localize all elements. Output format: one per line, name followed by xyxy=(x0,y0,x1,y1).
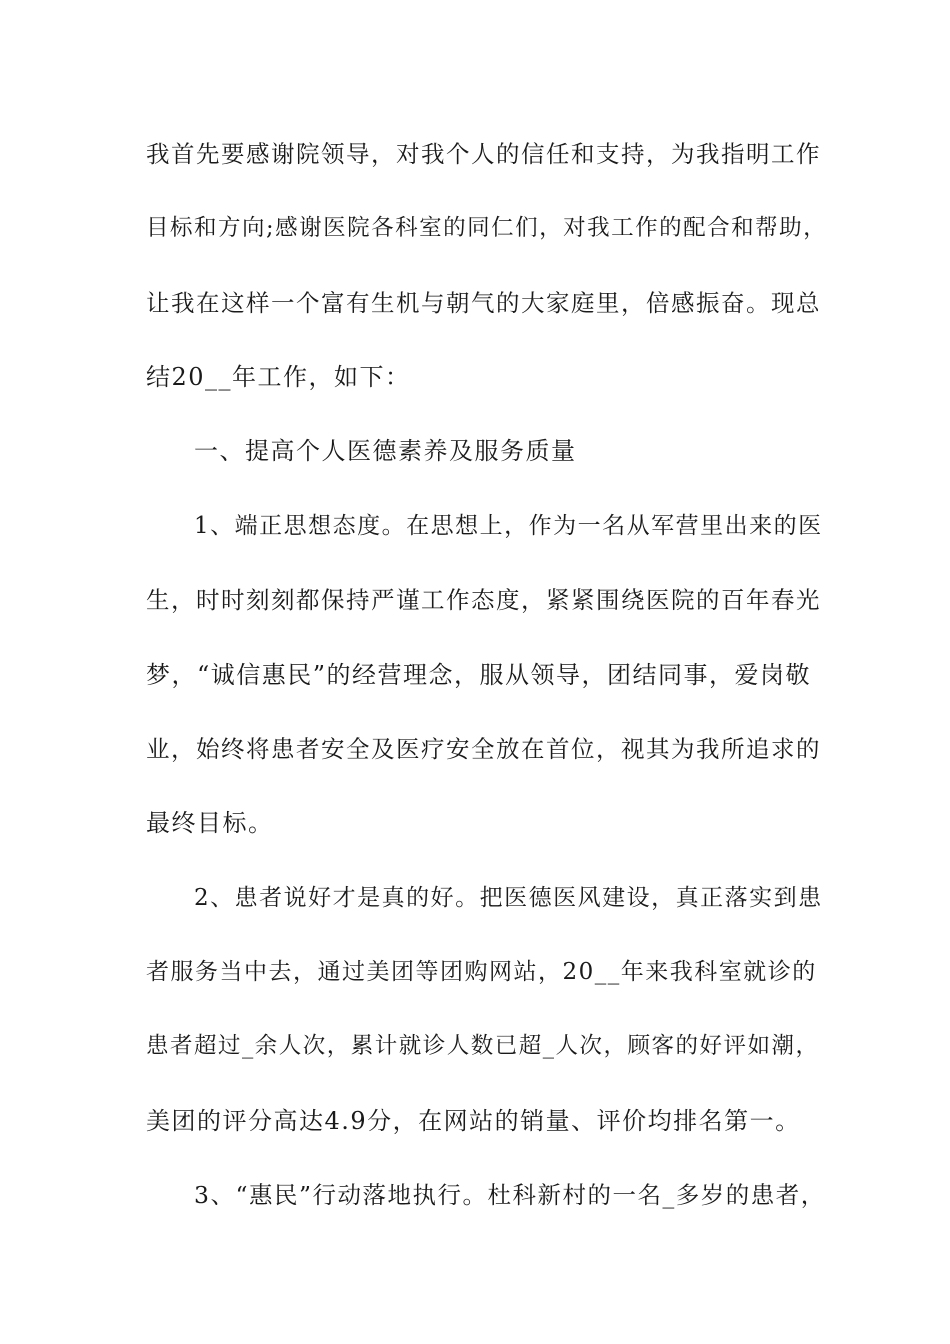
paragraph-line: 我首先要感谢院领导，对我个人的信任和支持，为我指明工作 xyxy=(146,140,821,168)
paragraph-line: 业，始终将患者安全及医疗安全放在首位，视其为我所追求的 xyxy=(146,735,821,763)
paragraph-line: 2、患者说好才是真的好。把医德医风建设，真正落实到患 xyxy=(194,885,823,911)
paragraph-line: 让我在这样一个富有生机与朝气的大家庭里，倍感振奋。现总 xyxy=(146,289,821,317)
paragraph-line: 者服务当中去，通过美团等团购网站，20__年来我科室就诊的 xyxy=(146,959,817,985)
paragraph-line: 结20__年工作，如下： xyxy=(146,363,411,391)
paragraph-line: 美团的评分高达4.9分，在网站的销量、评价均排名第一。 xyxy=(146,1107,801,1135)
section-heading: 一、提高个人医德素养及服务质量 xyxy=(194,437,577,465)
paragraph-line: 患者超过_余人次，累计就诊人数已超_人次，顾客的好评如潮， xyxy=(146,1033,820,1059)
paragraph-line: 梦，“诚信惠民”的经营理念，服从领导，团结同事，爱岗敬 xyxy=(146,661,812,689)
paragraph-line: 目标和方向;感谢医院各科室的同仁们，对我工作的配合和帮助， xyxy=(146,215,828,241)
paragraph-line: 生，时时刻刻都保持严谨工作态度，紧紧围绕医院的百年春光 xyxy=(146,586,821,614)
paragraph-line: 最终目标。 xyxy=(146,809,274,837)
paragraph-line: 1、端正思想态度。在思想上，作为一名从军营里出来的医 xyxy=(194,513,823,539)
paragraph-line: 3、“惠民”行动落地执行。杜科新村的一名_多岁的患者， xyxy=(194,1181,826,1209)
